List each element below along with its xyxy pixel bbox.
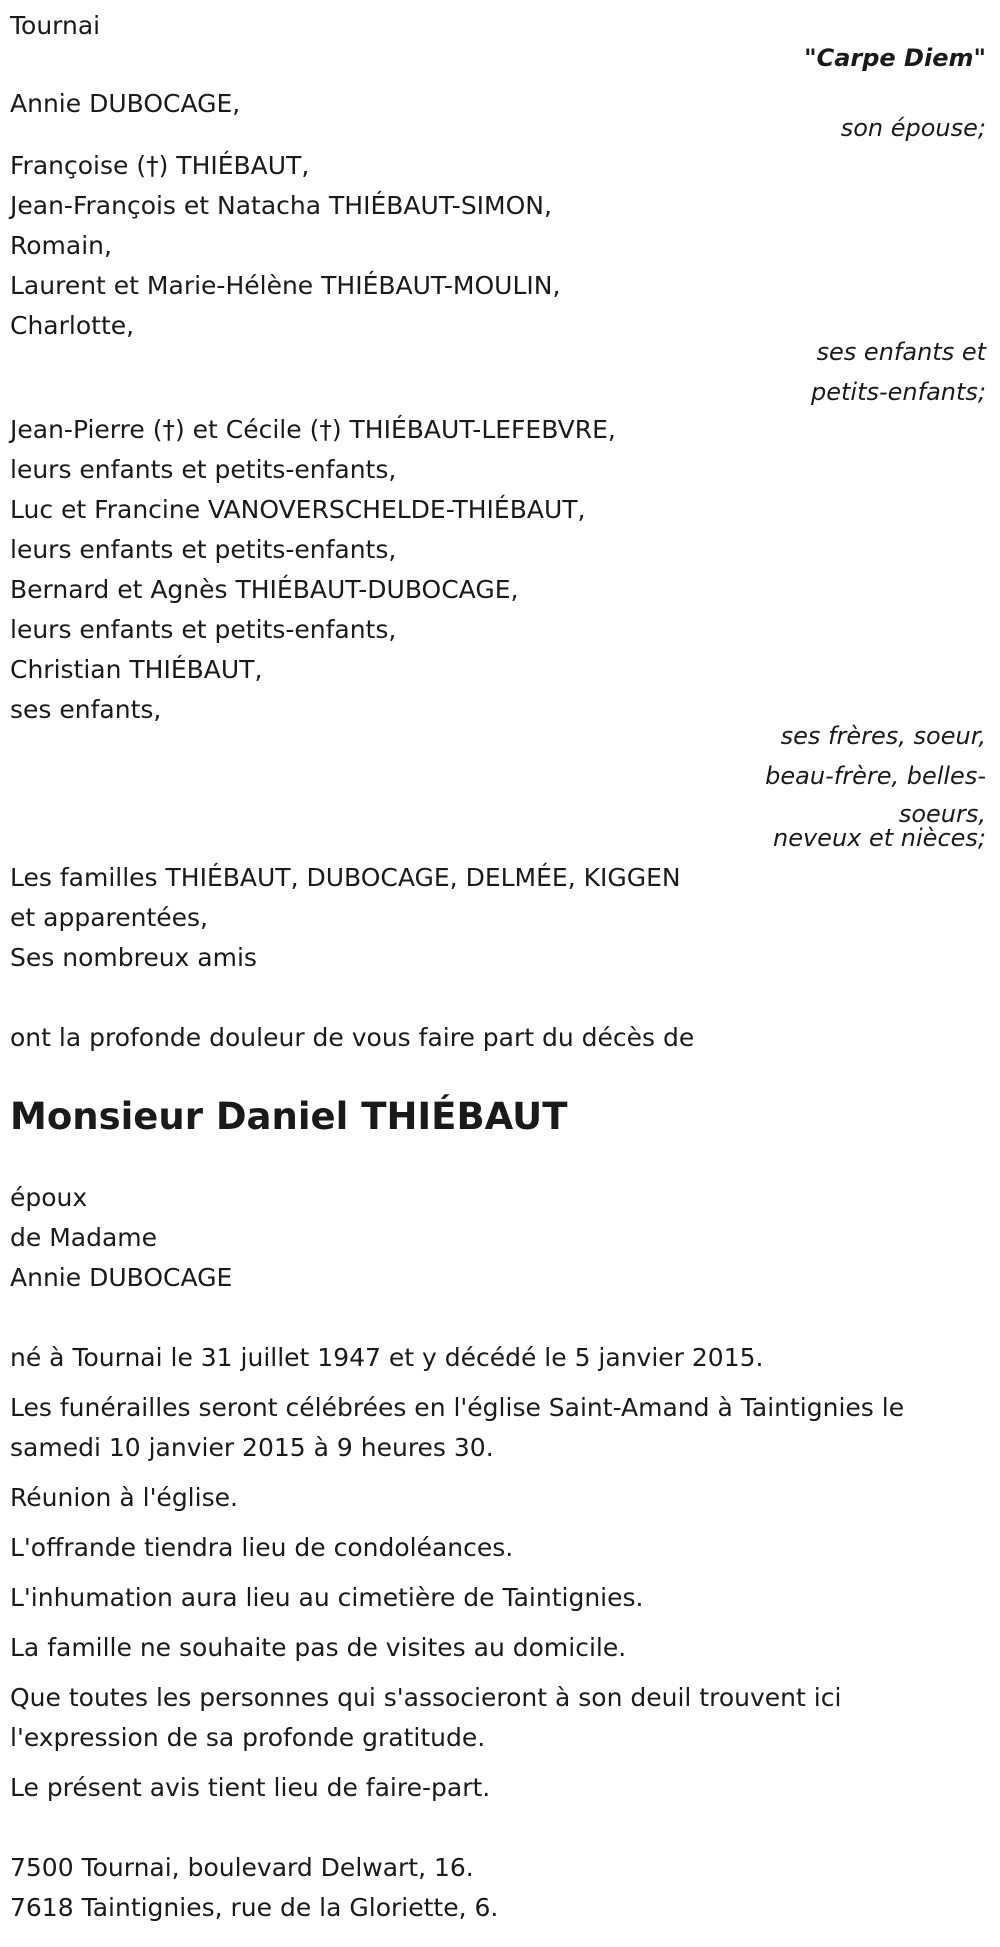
address-line: 7618 Taintignies, rue de la Gloriette, 6. <box>10 1893 499 1922</box>
visits-text: La famille ne souhaite pas de visites au domicile. <box>10 1633 627 1662</box>
children-line: Jean-François et Natacha THIÉBAUT-SIMON, <box>10 191 552 220</box>
siblings-line: ses enfants, <box>10 695 162 724</box>
announcement: ont la profonde douleur de vous faire part du décès de <box>10 1023 695 1052</box>
siblings-role: soeurs, <box>898 800 986 828</box>
siblings-role: neveux et nièces; <box>773 824 986 852</box>
families-line: et apparentées, <box>10 903 208 932</box>
children-line: Romain, <box>10 231 112 260</box>
children-role: ses enfants et <box>816 338 986 366</box>
notice-text: Le présent avis tient lieu de faire-part. <box>10 1773 491 1802</box>
families-line: Les familles THIÉBAUT, DUBOCAGE, DELMÉE, KIGGEN <box>10 863 681 892</box>
offering-text: L'offrande tiendra lieu de condoléances. <box>10 1533 514 1562</box>
siblings-role: beau-frère, belles- <box>765 762 986 790</box>
siblings-line: Christian THIÉBAUT, <box>10 655 263 684</box>
birth-death-text: né à Tournai le 31 juillet 1947 et y décédé le 5 janvier 2015. <box>10 1343 764 1372</box>
city-heading: Tournai <box>10 11 101 40</box>
relation-line: de Madame <box>10 1223 158 1252</box>
spouse-name: Annie DUBOCAGE, <box>10 89 241 118</box>
spouse-role: son épouse; <box>840 114 986 142</box>
deceased-name: Monsieur Daniel THIÉBAUT <box>10 1095 568 1138</box>
funeral-text: Les funérailles seront célébrées en l'église Saint-Amand à Taintignies le <box>10 1393 905 1422</box>
relation-line: Annie DUBOCAGE <box>10 1263 233 1292</box>
children-line: Françoise (†) THIÉBAUT, <box>10 151 310 180</box>
burial-text: L'inhumation aura lieu au cimetière de Taintignies. <box>10 1583 644 1612</box>
siblings-line: Luc et Francine VANOVERSCHELDE-THIÉBAUT, <box>10 495 586 524</box>
siblings-role: ses frères, soeur, <box>780 722 986 750</box>
families-line: Ses nombreux amis <box>10 943 257 972</box>
address-line: 7500 Tournai, boulevard Delwart, 16. <box>10 1853 474 1882</box>
siblings-line: leurs enfants et petits-enfants, <box>10 615 397 644</box>
children-line: Laurent et Marie-Hélène THIÉBAUT-MOULIN, <box>10 271 561 300</box>
motto: "Carpe Diem" <box>804 44 986 72</box>
siblings-line: leurs enfants et petits-enfants, <box>10 455 397 484</box>
gratitude-text: l'expression de sa profonde gratitude. <box>10 1723 486 1752</box>
children-line: Charlotte, <box>10 311 135 340</box>
children-role: petits-enfants; <box>811 378 986 406</box>
relation-line: époux <box>10 1183 88 1212</box>
gratitude-text: Que toutes les personnes qui s'associeront à son deuil trouvent ici <box>10 1683 842 1712</box>
meeting-text: Réunion à l'église. <box>10 1483 238 1512</box>
siblings-line: leurs enfants et petits-enfants, <box>10 535 397 564</box>
siblings-line: Bernard et Agnès THIÉBAUT-DUBOCAGE, <box>10 575 519 604</box>
siblings-line: Jean-Pierre (†) et Cécile (†) THIÉBAUT-LEFEBVRE, <box>10 415 616 444</box>
funeral-text: samedi 10 janvier 2015 à 9 heures 30. <box>10 1433 494 1462</box>
